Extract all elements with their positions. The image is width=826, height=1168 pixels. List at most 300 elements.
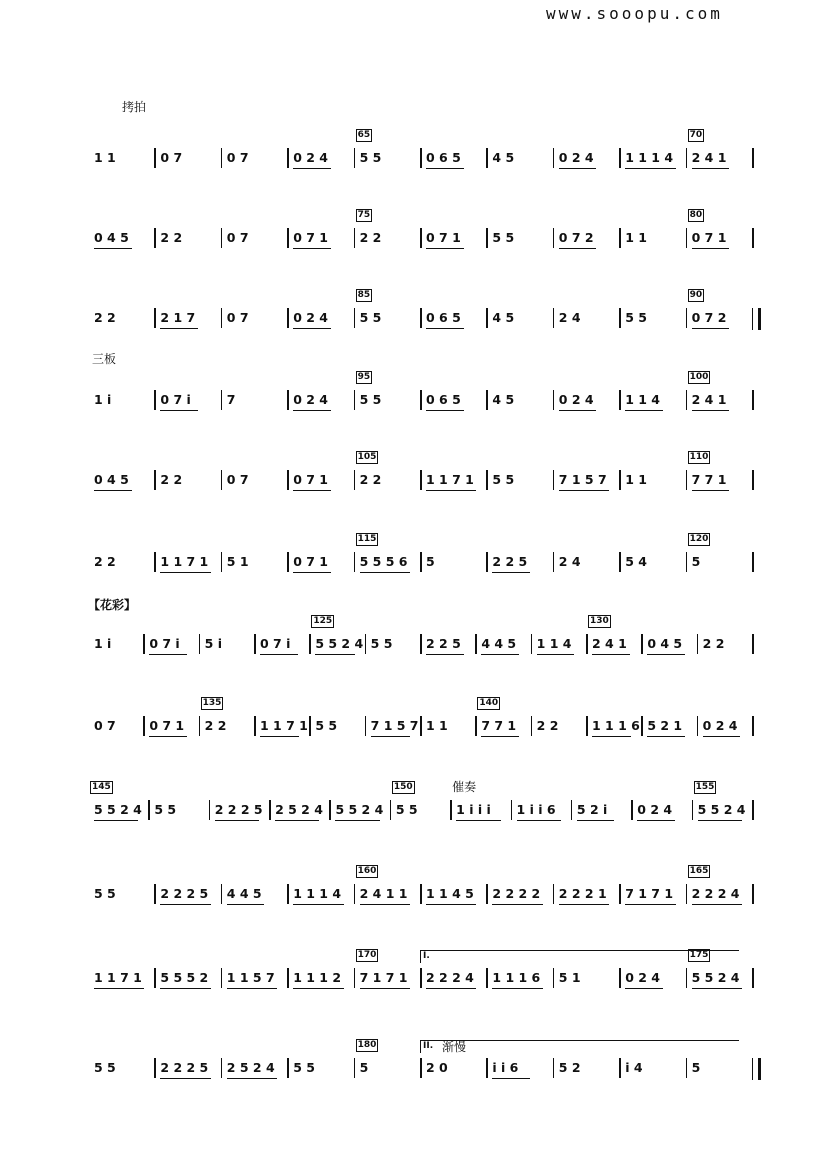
measure: 5 5 [359, 150, 382, 165]
bar-line [221, 1058, 223, 1078]
staff-system [0, 698, 826, 776]
measure: 2 2 [359, 230, 382, 245]
measure: 1 1 4 [625, 392, 660, 407]
measure: 2 4 1 [691, 150, 727, 165]
beam-line [360, 572, 410, 573]
measure: 4 4 5 [226, 886, 262, 901]
bar-line [486, 308, 488, 328]
measure-number: 90 [689, 290, 703, 300]
measure: 5 5 2 4 [697, 802, 746, 817]
beam-line [492, 988, 542, 989]
beam-line [692, 168, 730, 169]
measure: 5 5 [359, 392, 382, 407]
measure: 2 4 1 1 [359, 886, 408, 901]
section-label: 拷拍 [122, 100, 147, 114]
bar-line [475, 634, 477, 654]
beam-line [94, 820, 138, 821]
bar-line [287, 884, 289, 904]
measure: 0 7 [226, 310, 249, 325]
beam-line [293, 572, 331, 573]
measure: 0 7 1 [293, 472, 328, 487]
bar-line [390, 800, 392, 820]
beam-line [160, 904, 210, 905]
measure: 7 7 1 [691, 472, 727, 487]
measure: 4 4 5 [481, 636, 517, 651]
bar-line [752, 470, 754, 490]
bar-line [752, 228, 754, 248]
bar-line [309, 634, 311, 654]
bar-line [486, 968, 488, 988]
beam-line [293, 168, 331, 169]
measure: 2 5 2 4 [226, 1060, 275, 1075]
bar-line [420, 308, 422, 328]
measure-number: 145 [92, 782, 111, 792]
beam-line [559, 248, 597, 249]
measure: 2 4 1 [592, 636, 627, 651]
bar-line [287, 552, 289, 572]
beam-line [360, 904, 410, 905]
bar-line [420, 1058, 422, 1078]
measure: 1 1 [625, 230, 647, 245]
bar-line [221, 148, 223, 168]
bar-line [354, 1058, 356, 1078]
measure: 2 2 5 [492, 554, 528, 569]
measure: 1 1 1 2 [293, 970, 342, 985]
tempo-label: 催奏 [452, 780, 477, 794]
measure: 5 5 [94, 886, 116, 901]
bar-line [752, 884, 754, 904]
measure: 7 1 5 7 [370, 718, 419, 733]
measure: 2 2 [160, 230, 183, 245]
measure: 5 [691, 554, 701, 569]
beam-line [260, 736, 299, 737]
measure: 5 5 [492, 230, 515, 245]
measure-number: 180 [357, 1040, 377, 1050]
measure: 0 7 1 [149, 718, 185, 733]
measure: 4 5 [492, 310, 515, 325]
beam-line [94, 490, 132, 491]
bar-line [619, 884, 621, 904]
bar-line [221, 308, 223, 328]
measure: 5 5 [395, 802, 418, 817]
beam-line [692, 328, 730, 329]
site-watermark: www.sooopu.com [546, 4, 723, 23]
bar-line [287, 470, 289, 490]
bar-line [553, 148, 555, 168]
bar-line [752, 634, 754, 654]
measure: 5 1 [226, 554, 249, 569]
beam-line [149, 654, 187, 655]
bar-line [154, 1058, 156, 1078]
bar-line [354, 552, 356, 572]
measure: 2 2 2 4 [426, 970, 474, 985]
bar-line [553, 968, 555, 988]
beam-line [275, 820, 319, 821]
measure: 2 4 1 [691, 392, 727, 407]
bar-line [486, 884, 488, 904]
beam-line [94, 248, 132, 249]
bar-line [154, 308, 156, 328]
measure-number: 115 [357, 534, 377, 544]
bar-line [221, 884, 223, 904]
measure: 5 5 [293, 1060, 315, 1075]
bar-line [420, 884, 422, 904]
staff-system [0, 1040, 826, 1118]
bar-line [531, 716, 533, 736]
bar-line [686, 148, 688, 168]
measure: 5 5 [370, 636, 393, 651]
measure: 0 2 4 [625, 970, 660, 985]
bar-line [420, 228, 422, 248]
bar-line [287, 308, 289, 328]
bar-line [586, 716, 588, 736]
bar-line [486, 1058, 488, 1078]
measure: 0 7 [94, 718, 116, 733]
beam-line [426, 410, 464, 411]
measure: 5 5 5 2 [160, 970, 209, 985]
beam-line [160, 328, 198, 329]
measure: 2 1 7 [160, 310, 196, 325]
measure: 7 [226, 392, 236, 407]
bar-line [354, 228, 356, 248]
measure: 1 i [94, 392, 112, 407]
measure-number: 125 [313, 616, 333, 626]
measure-number: 80 [689, 210, 703, 220]
measure: 2 2 [359, 472, 382, 487]
measure: 2 2 [94, 310, 116, 325]
measure: 5 [426, 554, 435, 569]
beam-line [315, 654, 354, 655]
bar-line [221, 228, 223, 248]
second-ending-bracket: II. [420, 1040, 739, 1053]
beam-line [227, 904, 265, 905]
bar-line [486, 228, 488, 248]
measure: 0 7 2 [558, 230, 594, 245]
bar-line [686, 552, 688, 572]
bar-line [199, 634, 201, 654]
measure: i i 6 [492, 1060, 519, 1075]
beam-line [625, 410, 663, 411]
bar-line [686, 968, 688, 988]
measure: 2 2 5 [426, 636, 461, 651]
staff-system [0, 372, 826, 450]
beam-line [215, 820, 259, 821]
bar-line [154, 968, 156, 988]
measure-number: 160 [357, 866, 377, 876]
bar-line [692, 800, 694, 820]
measure: 2 2 2 2 [492, 886, 541, 901]
bar-line [420, 148, 422, 168]
measure: 7 1 5 7 [558, 472, 607, 487]
measure: 1 1 [625, 472, 647, 487]
bar-line [287, 1058, 289, 1078]
bar-line [486, 148, 488, 168]
measure-number: 110 [689, 452, 709, 462]
measure: 0 7 [160, 150, 183, 165]
beam-line [692, 988, 742, 989]
bar-line [641, 716, 643, 736]
measure: 0 7 [226, 150, 249, 165]
bar-line [287, 390, 289, 410]
beam-line [692, 904, 742, 905]
measure: 1 i i 6 [516, 802, 556, 817]
beam-line [703, 736, 741, 737]
measure: 5 [359, 1060, 369, 1075]
measure-number: 65 [357, 130, 371, 140]
beam-line [517, 820, 561, 821]
measure: 0 6 5 [426, 150, 461, 165]
measure-number: 100 [689, 372, 709, 382]
measure: 2 2 [160, 472, 183, 487]
beam-line [149, 736, 187, 737]
bar-line [365, 716, 367, 736]
beam-line [625, 168, 675, 169]
measure: 4 5 [492, 150, 515, 165]
bar-line [143, 716, 145, 736]
bar-line [287, 148, 289, 168]
bar-line [354, 884, 356, 904]
measure: 5 5 [625, 310, 647, 325]
measure: 2 4 [558, 554, 581, 569]
bar-line [752, 552, 754, 572]
bar-line [486, 470, 488, 490]
bar-line [619, 470, 621, 490]
measure: 0 2 4 [293, 150, 328, 165]
measure-number: 70 [689, 130, 703, 140]
bar-line [553, 390, 555, 410]
beam-line [227, 1078, 277, 1079]
beam-line [160, 572, 210, 573]
measure-number: 140 [479, 698, 499, 708]
measure: 0 2 4 [702, 718, 738, 733]
bar-line [553, 470, 555, 490]
measure: 0 7 1 [293, 554, 328, 569]
measure: 1 1 1 4 [293, 886, 342, 901]
measure: 0 4 5 [94, 230, 129, 245]
staff-system [0, 130, 826, 208]
measure: 1 1 1 4 [625, 150, 674, 165]
bar-line [148, 800, 150, 820]
measure: 0 2 4 [558, 150, 594, 165]
beam-line [426, 988, 476, 989]
measure: 1 1 4 [536, 636, 572, 651]
measure: 0 6 5 [426, 310, 461, 325]
bar-line [221, 470, 223, 490]
beam-line [160, 410, 198, 411]
measure-number: 135 [202, 698, 222, 708]
measure: 5 5 [154, 802, 177, 817]
measure: 0 7 i [160, 392, 191, 407]
beam-line [426, 248, 464, 249]
bar-line [254, 716, 256, 736]
staff-system [0, 866, 826, 944]
measure: i 4 [625, 1060, 643, 1075]
measure: 0 7 [226, 230, 249, 245]
bar-line [553, 884, 555, 904]
bar-line [619, 968, 621, 988]
bar-line [686, 470, 688, 490]
beam-line [692, 490, 730, 491]
first-ending-bracket: I. [420, 950, 739, 963]
measure: 5 5 2 4 [315, 636, 364, 651]
measure: 5 2 1 [647, 718, 683, 733]
bar-line [154, 228, 156, 248]
bar-line [287, 228, 289, 248]
tempo-label: 渐慢 [442, 1040, 467, 1054]
measure: 5 4 [625, 554, 647, 569]
staff-system [0, 210, 826, 288]
bar-line [686, 884, 688, 904]
bar-line [641, 634, 643, 654]
bar-line [354, 470, 356, 490]
measure: 0 7 1 [426, 230, 461, 245]
beam-line [625, 988, 663, 989]
bar-line [511, 800, 513, 820]
bar-line [553, 1058, 555, 1078]
beam-line [335, 820, 379, 821]
measure: 0 7 i [260, 636, 291, 651]
section-label: 三板 [92, 352, 117, 366]
measure: 2 0 [426, 1060, 448, 1075]
bar-line [154, 390, 156, 410]
measure: 2 2 [536, 718, 559, 733]
staff-system [0, 452, 826, 530]
measure: 1 1 7 1 [426, 472, 474, 487]
staff-system [0, 290, 826, 368]
measure: 0 7 2 [691, 310, 727, 325]
beam-line [426, 490, 476, 491]
measure: 0 2 4 [293, 392, 328, 407]
beam-line [293, 904, 343, 905]
beam-line [698, 820, 742, 821]
beam-line [692, 248, 730, 249]
staff-system [0, 950, 826, 1028]
beam-line [592, 736, 631, 737]
measure-number: 150 [393, 782, 413, 792]
measure: 5 1 [558, 970, 581, 985]
bar-line [329, 800, 331, 820]
bar-line [531, 634, 533, 654]
measure: 1 i [94, 636, 112, 651]
beam-line [647, 736, 685, 737]
measure: 0 7 1 [293, 230, 328, 245]
beam-line [592, 654, 630, 655]
measure: 0 7 i [149, 636, 180, 651]
measure: 1 1 7 1 [94, 970, 142, 985]
measure: 0 2 4 [293, 310, 328, 325]
measure: 1 1 [426, 718, 448, 733]
staff-system [0, 534, 826, 612]
bar-line [420, 968, 422, 988]
bar-line [686, 308, 688, 328]
bar-line [450, 800, 452, 820]
measure: 2 4 [558, 310, 581, 325]
beam-line [426, 654, 464, 655]
measure: 0 2 4 [558, 392, 594, 407]
beam-line [481, 736, 519, 737]
bar-line [752, 968, 754, 988]
measure-number: 120 [689, 534, 709, 544]
measure: 5 5 [492, 472, 515, 487]
beam-line [559, 410, 597, 411]
bar-line [752, 390, 754, 410]
bar-line [619, 228, 621, 248]
measure: 0 7 1 [691, 230, 727, 245]
beam-line [492, 904, 542, 905]
measure: 5 5 2 4 [94, 802, 142, 817]
measure: 2 2 [702, 636, 725, 651]
beam-line [625, 904, 675, 905]
beam-line [426, 168, 464, 169]
bar-line [143, 634, 145, 654]
measure: 2 2 2 5 [160, 886, 209, 901]
beam-line [94, 988, 144, 989]
measure: 1 1 7 1 [260, 718, 308, 733]
measure: 2 2 2 4 [691, 886, 740, 901]
measure: 5 2 i [576, 802, 608, 817]
section-label: 【花彩】 [88, 598, 137, 612]
measure: 0 2 4 [637, 802, 673, 817]
beam-line [559, 490, 609, 491]
measure: 7 7 1 [481, 718, 517, 733]
measure: 4 5 [492, 392, 515, 407]
bar-line [752, 716, 754, 736]
bar-line [619, 552, 621, 572]
beam-line [456, 820, 500, 821]
bar-line [354, 968, 356, 988]
measure: 2 2 [94, 554, 116, 569]
measure: 5 5 [359, 310, 382, 325]
measure: 1 1 [94, 150, 116, 165]
bar-line [420, 470, 422, 490]
bar-line [354, 308, 356, 328]
bar-line [697, 634, 699, 654]
bar-line [209, 800, 211, 820]
bar-line [154, 552, 156, 572]
bar-line [420, 390, 422, 410]
beam-line [371, 736, 410, 737]
bar-line [571, 800, 573, 820]
measure-number: 165 [689, 866, 709, 876]
beam-line [293, 248, 331, 249]
measure-number: 75 [357, 210, 371, 220]
beam-line [293, 328, 331, 329]
measure: 1 i i i [456, 802, 491, 817]
bar-line [354, 148, 356, 168]
measure: 1 1 7 1 [160, 554, 209, 569]
beam-line [577, 820, 615, 821]
measure: 5 5 2 4 [691, 970, 740, 985]
measure: 1 1 1 6 [492, 970, 541, 985]
measure: 0 4 5 [94, 472, 129, 487]
beam-line [293, 410, 331, 411]
bar-line [619, 148, 621, 168]
bar-line [309, 716, 311, 736]
bar-line [475, 716, 477, 736]
bar-line [287, 968, 289, 988]
measure: 2 2 2 5 [214, 802, 263, 817]
measure: 7 1 7 1 [359, 970, 408, 985]
measure-number: 95 [357, 372, 371, 382]
bar-line [199, 716, 201, 736]
beam-line [160, 1078, 210, 1079]
bar-line [553, 552, 555, 572]
measure: 1 1 1 6 [592, 718, 640, 733]
measure-number: 105 [357, 452, 377, 462]
beam-line [492, 572, 530, 573]
measure: 0 6 5 [426, 392, 461, 407]
measure: 2 2 2 1 [558, 886, 607, 901]
